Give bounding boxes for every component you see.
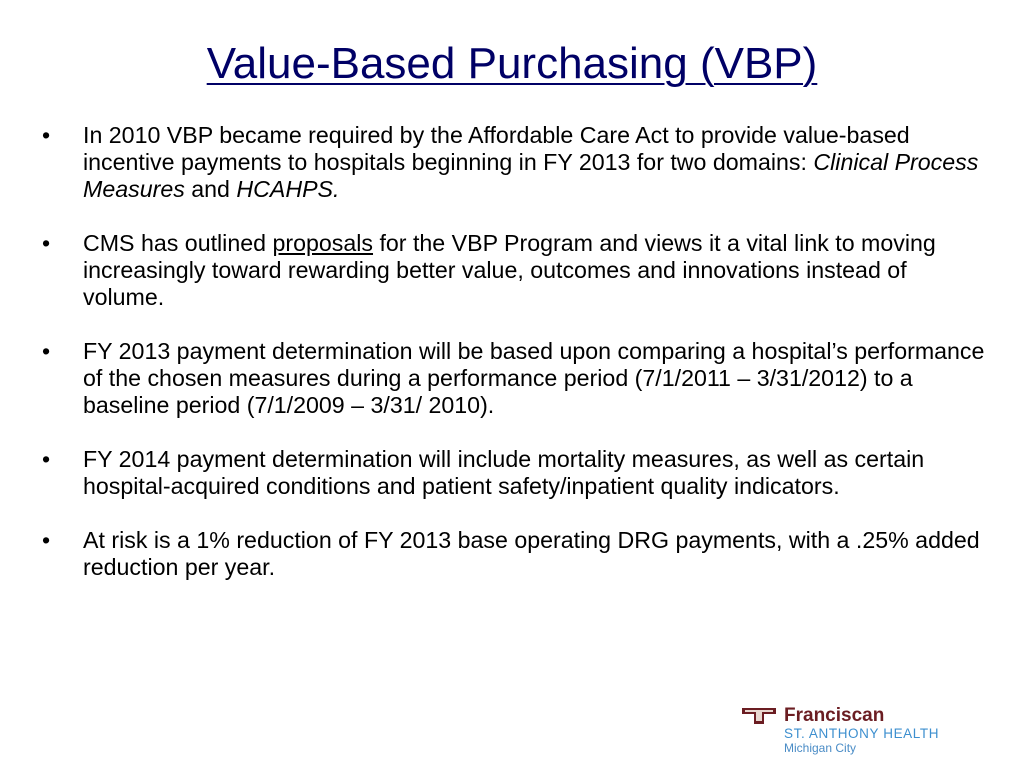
bullet-dot: •	[42, 338, 51, 364]
bullet-dot: •	[42, 122, 51, 148]
slide-title-text: Value-Based Purchasing (VBP)	[206, 39, 818, 88]
bullet-text: for the VBP Program and views it a vital link to moving increasingly toward rewarding better value, outcomes and innovations instead of volume.	[83, 230, 936, 310]
proposals-link[interactable]: proposals	[272, 230, 374, 256]
franciscan-tau-cross-icon	[742, 708, 776, 724]
slide-title	[0, 36, 1024, 92]
logo-name: Franciscan	[784, 705, 885, 726]
bullet-dot: •	[42, 527, 51, 553]
bullet-text: FY 2014 payment determination will include mortality measures, as well as certain hospital-acquired conditions and patient safety/inpatient quality indicators.	[83, 446, 925, 499]
bullet-text: and	[184, 176, 237, 202]
bullet-list	[42, 122, 992, 608]
bullet-text: CMS has outlined	[83, 230, 273, 256]
logo-subtitle: ST. ANTHONY HEALTH	[784, 726, 940, 741]
bullet-item	[42, 527, 992, 581]
bullet-text: In 2010 VBP became required by the Affordable Care Act to provide value-based incentive payments to hospitals beginning in FY 2013 for two domains:	[83, 122, 910, 175]
logo-location: Michigan City	[784, 741, 857, 755]
bullet-text: FY 2013 payment determination will be based upon comparing a hospital’s performance of the chosen measures during a performance period (7/1/2011 – 3/31/2012) to a baseline period (7/1/2009 – 3/31/ 2010).	[83, 338, 985, 418]
bullet-item	[42, 446, 992, 500]
bullet-dot: •	[42, 230, 51, 256]
bullet-item	[42, 122, 992, 203]
bullet-emphasis: Clinical Process Measures	[83, 149, 979, 202]
franciscan-logo	[740, 705, 1020, 755]
bullet-text: At risk is a 1% reduction of FY 2013 base operating DRG payments, with a .25% added reduction per year.	[83, 527, 980, 580]
bullet-item	[42, 338, 992, 419]
bullet-item	[42, 230, 992, 311]
bullet-emphasis: HCAHPS.	[236, 176, 340, 202]
bullet-dot: •	[42, 446, 51, 472]
